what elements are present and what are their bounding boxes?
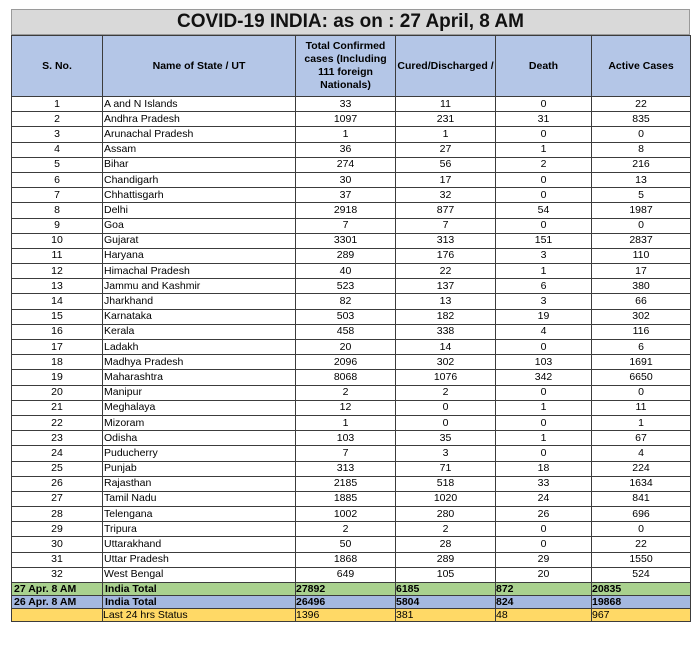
row-active: 216 [592, 157, 691, 172]
row-sno: 20 [12, 385, 103, 400]
row-active: 22 [592, 97, 691, 112]
total-27-label: India Total [103, 583, 296, 596]
row-death: 0 [496, 97, 592, 112]
last24-cured: 381 [396, 609, 496, 622]
row-cured: 7 [396, 218, 496, 233]
row-active: 110 [592, 248, 691, 263]
table-row [12, 218, 691, 233]
row-sno: 10 [12, 233, 103, 248]
row-sno: 24 [12, 446, 103, 461]
row-death: 151 [496, 233, 592, 248]
row-active: 0 [592, 127, 691, 142]
table-row [12, 340, 691, 355]
row-active: 1634 [592, 476, 691, 491]
row-active: 1691 [592, 355, 691, 370]
total-row-26-apr [12, 596, 691, 609]
row-cured: 231 [396, 112, 496, 127]
row-active: 380 [592, 279, 691, 294]
table-row [12, 264, 691, 279]
row-death: 18 [496, 461, 592, 476]
row-state-name: Telengana [103, 507, 296, 522]
row-sno: 16 [12, 324, 103, 339]
table-row [12, 400, 691, 415]
row-death: 24 [496, 491, 592, 506]
last-24-hrs-row [12, 609, 691, 622]
row-state-name: Jharkhand [103, 294, 296, 309]
row-state-name: Manipur [103, 385, 296, 400]
row-state-name: Gujarat [103, 233, 296, 248]
row-death: 0 [496, 522, 592, 537]
row-confirmed: 1885 [296, 491, 396, 506]
row-death: 3 [496, 294, 592, 309]
row-active: 67 [592, 431, 691, 446]
row-state-name: Tamil Nadu [103, 491, 296, 506]
row-state-name: A and N Islands [103, 97, 296, 112]
row-sno: 21 [12, 400, 103, 415]
table-row [12, 522, 691, 537]
row-sno: 9 [12, 218, 103, 233]
row-death: 19 [496, 309, 592, 324]
total-27-confirmed: 27892 [296, 583, 396, 596]
header-sno: S. No. [12, 36, 103, 97]
row-cured: 3 [396, 446, 496, 461]
row-state-name: Andhra Pradesh [103, 112, 296, 127]
total-26-death: 824 [496, 596, 592, 609]
row-active: 1 [592, 415, 691, 430]
row-confirmed: 50 [296, 537, 396, 552]
row-confirmed: 289 [296, 248, 396, 263]
row-state-name: Haryana [103, 248, 296, 263]
table-row [12, 461, 691, 476]
row-state-name: West Bengal [103, 567, 296, 582]
row-cured: 0 [396, 400, 496, 415]
row-death: 0 [496, 340, 592, 355]
row-death: 1 [496, 264, 592, 279]
row-cured: 13 [396, 294, 496, 309]
row-sno: 25 [12, 461, 103, 476]
row-active: 302 [592, 309, 691, 324]
row-death: 0 [496, 446, 592, 461]
row-sno: 4 [12, 142, 103, 157]
last24-confirmed: 1396 [296, 609, 396, 622]
table-row [12, 309, 691, 324]
table-row [12, 248, 691, 263]
row-active: 5 [592, 188, 691, 203]
table-row [12, 552, 691, 567]
row-sno: 14 [12, 294, 103, 309]
header-active: Active Cases [592, 36, 691, 97]
row-cured: 71 [396, 461, 496, 476]
row-active: 0 [592, 218, 691, 233]
total-26-date: 26 Apr. 8 AM [12, 596, 103, 609]
row-active: 22 [592, 537, 691, 552]
row-sno: 8 [12, 203, 103, 218]
row-death: 342 [496, 370, 592, 385]
row-active: 841 [592, 491, 691, 506]
row-death: 33 [496, 476, 592, 491]
row-cured: 176 [396, 248, 496, 263]
row-cured: 302 [396, 355, 496, 370]
row-cured: 518 [396, 476, 496, 491]
row-state-name: Bihar [103, 157, 296, 172]
row-state-name: Punjab [103, 461, 296, 476]
row-sno: 27 [12, 491, 103, 506]
row-death: 1 [496, 400, 592, 415]
last24-death: 48 [496, 609, 592, 622]
row-sno: 6 [12, 172, 103, 187]
row-active: 524 [592, 567, 691, 582]
table-row [12, 567, 691, 582]
row-confirmed: 2 [296, 522, 396, 537]
row-death: 26 [496, 507, 592, 522]
row-confirmed: 33 [296, 97, 396, 112]
row-state-name: Karnataka [103, 309, 296, 324]
row-death: 0 [496, 218, 592, 233]
row-active: 4 [592, 446, 691, 461]
row-state-name: Madhya Pradesh [103, 355, 296, 370]
total-26-label: India Total [103, 596, 296, 609]
last24-active: 967 [592, 609, 691, 622]
row-state-name: Goa [103, 218, 296, 233]
row-confirmed: 1097 [296, 112, 396, 127]
table-row [12, 385, 691, 400]
row-confirmed: 2185 [296, 476, 396, 491]
row-confirmed: 8068 [296, 370, 396, 385]
row-active: 11 [592, 400, 691, 415]
table-row [12, 97, 691, 112]
row-sno: 22 [12, 415, 103, 430]
row-confirmed: 274 [296, 157, 396, 172]
row-death: 29 [496, 552, 592, 567]
row-active: 0 [592, 522, 691, 537]
row-confirmed: 2096 [296, 355, 396, 370]
table-row [12, 157, 691, 172]
row-death: 0 [496, 385, 592, 400]
table-row [12, 233, 691, 248]
row-state-name: Uttarakhand [103, 537, 296, 552]
row-state-name: Himachal Pradesh [103, 264, 296, 279]
row-death: 31 [496, 112, 592, 127]
row-active: 66 [592, 294, 691, 309]
row-active: 116 [592, 324, 691, 339]
row-confirmed: 649 [296, 567, 396, 582]
row-state-name: Puducherry [103, 446, 296, 461]
row-state-name: Rajasthan [103, 476, 296, 491]
row-confirmed: 7 [296, 218, 396, 233]
row-cured: 28 [396, 537, 496, 552]
header-confirmed: Total Confirmed cases (Including 111 foreign Nationals) [296, 36, 396, 97]
row-state-name: Delhi [103, 203, 296, 218]
row-confirmed: 37 [296, 188, 396, 203]
table-row [12, 172, 691, 187]
row-sno: 17 [12, 340, 103, 355]
total-27-cured: 6185 [396, 583, 496, 596]
row-sno: 26 [12, 476, 103, 491]
total-26-active: 19868 [592, 596, 691, 609]
row-cured: 27 [396, 142, 496, 157]
state-table [11, 35, 691, 622]
total-27-active: 20835 [592, 583, 691, 596]
row-death: 3 [496, 248, 592, 263]
row-cured: 22 [396, 264, 496, 279]
row-sno: 18 [12, 355, 103, 370]
table-row [12, 415, 691, 430]
row-state-name: Chandigarh [103, 172, 296, 187]
row-active: 1987 [592, 203, 691, 218]
table-row [12, 431, 691, 446]
row-sno: 23 [12, 431, 103, 446]
row-death: 54 [496, 203, 592, 218]
row-active: 2837 [592, 233, 691, 248]
table-row [12, 370, 691, 385]
row-confirmed: 30 [296, 172, 396, 187]
row-state-name: Kerala [103, 324, 296, 339]
row-cured: 14 [396, 340, 496, 355]
row-sno: 7 [12, 188, 103, 203]
table-row [12, 507, 691, 522]
row-active: 224 [592, 461, 691, 476]
total-27-date: 27 Apr. 8 AM [12, 583, 103, 596]
table-row [12, 203, 691, 218]
row-sno: 12 [12, 264, 103, 279]
row-cured: 1020 [396, 491, 496, 506]
row-cured: 2 [396, 385, 496, 400]
row-confirmed: 2918 [296, 203, 396, 218]
row-sno: 30 [12, 537, 103, 552]
row-state-name: Maharashtra [103, 370, 296, 385]
total-26-cured: 5804 [396, 596, 496, 609]
row-cured: 32 [396, 188, 496, 203]
row-death: 2 [496, 157, 592, 172]
row-confirmed: 2 [296, 385, 396, 400]
row-death: 0 [496, 415, 592, 430]
row-sno: 13 [12, 279, 103, 294]
row-state-name: Assam [103, 142, 296, 157]
header-death: Death [496, 36, 592, 97]
table-row [12, 127, 691, 142]
row-state-name: Jammu and Kashmir [103, 279, 296, 294]
table-row [12, 476, 691, 491]
row-cured: 105 [396, 567, 496, 582]
row-active: 6650 [592, 370, 691, 385]
row-sno: 29 [12, 522, 103, 537]
table-row [12, 279, 691, 294]
row-confirmed: 1 [296, 127, 396, 142]
table-row [12, 491, 691, 506]
header-row [12, 36, 691, 97]
row-state-name: Tripura [103, 522, 296, 537]
row-confirmed: 82 [296, 294, 396, 309]
row-cured: 877 [396, 203, 496, 218]
row-confirmed: 1002 [296, 507, 396, 522]
row-death: 1 [496, 142, 592, 157]
row-state-name: Arunachal Pradesh [103, 127, 296, 142]
table-row [12, 446, 691, 461]
row-cured: 2 [396, 522, 496, 537]
table-row [12, 294, 691, 309]
last24-empty [12, 609, 103, 622]
row-confirmed: 313 [296, 461, 396, 476]
row-confirmed: 20 [296, 340, 396, 355]
row-active: 13 [592, 172, 691, 187]
row-active: 6 [592, 340, 691, 355]
row-cured: 35 [396, 431, 496, 446]
row-state-name: Chhattisgarh [103, 188, 296, 203]
row-sno: 5 [12, 157, 103, 172]
row-state-name: Meghalaya [103, 400, 296, 415]
row-confirmed: 36 [296, 142, 396, 157]
table-row [12, 188, 691, 203]
table-row [12, 142, 691, 157]
row-sno: 3 [12, 127, 103, 142]
header-cured: Cured/Discharged / [396, 36, 496, 97]
row-active: 0 [592, 385, 691, 400]
row-cured: 313 [396, 233, 496, 248]
report-title: COVID-19 INDIA: as on : 27 April, 8 AM [11, 9, 690, 35]
row-cured: 182 [396, 309, 496, 324]
covid-report [11, 9, 690, 622]
row-active: 17 [592, 264, 691, 279]
table-row [12, 355, 691, 370]
table-row [12, 324, 691, 339]
row-death: 0 [496, 537, 592, 552]
row-confirmed: 503 [296, 309, 396, 324]
row-confirmed: 523 [296, 279, 396, 294]
row-sno: 32 [12, 567, 103, 582]
row-active: 1550 [592, 552, 691, 567]
row-active: 696 [592, 507, 691, 522]
row-confirmed: 12 [296, 400, 396, 415]
total-26-confirmed: 26496 [296, 596, 396, 609]
row-cured: 289 [396, 552, 496, 567]
row-death: 6 [496, 279, 592, 294]
row-active: 835 [592, 112, 691, 127]
row-state-name: Ladakh [103, 340, 296, 355]
row-state-name: Mizoram [103, 415, 296, 430]
table-row [12, 112, 691, 127]
row-death: 1 [496, 431, 592, 446]
table-row [12, 537, 691, 552]
row-sno: 11 [12, 248, 103, 263]
row-death: 0 [496, 127, 592, 142]
row-cured: 338 [396, 324, 496, 339]
row-confirmed: 1868 [296, 552, 396, 567]
row-death: 103 [496, 355, 592, 370]
row-confirmed: 3301 [296, 233, 396, 248]
row-confirmed: 458 [296, 324, 396, 339]
table-body [12, 97, 691, 583]
row-state-name: Uttar Pradesh [103, 552, 296, 567]
row-sno: 1 [12, 97, 103, 112]
row-cured: 280 [396, 507, 496, 522]
row-death: 0 [496, 172, 592, 187]
row-cured: 56 [396, 157, 496, 172]
row-cured: 137 [396, 279, 496, 294]
row-death: 4 [496, 324, 592, 339]
row-sno: 19 [12, 370, 103, 385]
row-state-name: Odisha [103, 431, 296, 446]
row-sno: 2 [12, 112, 103, 127]
row-confirmed: 40 [296, 264, 396, 279]
row-confirmed: 7 [296, 446, 396, 461]
total-row-27-apr [12, 583, 691, 596]
row-confirmed: 1 [296, 415, 396, 430]
header-name: Name of State / UT [103, 36, 296, 97]
row-death: 20 [496, 567, 592, 582]
row-cured: 11 [396, 97, 496, 112]
last24-label: Last 24 hrs Status [103, 609, 296, 622]
row-sno: 28 [12, 507, 103, 522]
total-27-death: 872 [496, 583, 592, 596]
row-cured: 1 [396, 127, 496, 142]
row-active: 8 [592, 142, 691, 157]
row-cured: 0 [396, 415, 496, 430]
row-cured: 17 [396, 172, 496, 187]
row-cured: 1076 [396, 370, 496, 385]
row-death: 0 [496, 188, 592, 203]
row-confirmed: 103 [296, 431, 396, 446]
row-sno: 31 [12, 552, 103, 567]
row-sno: 15 [12, 309, 103, 324]
